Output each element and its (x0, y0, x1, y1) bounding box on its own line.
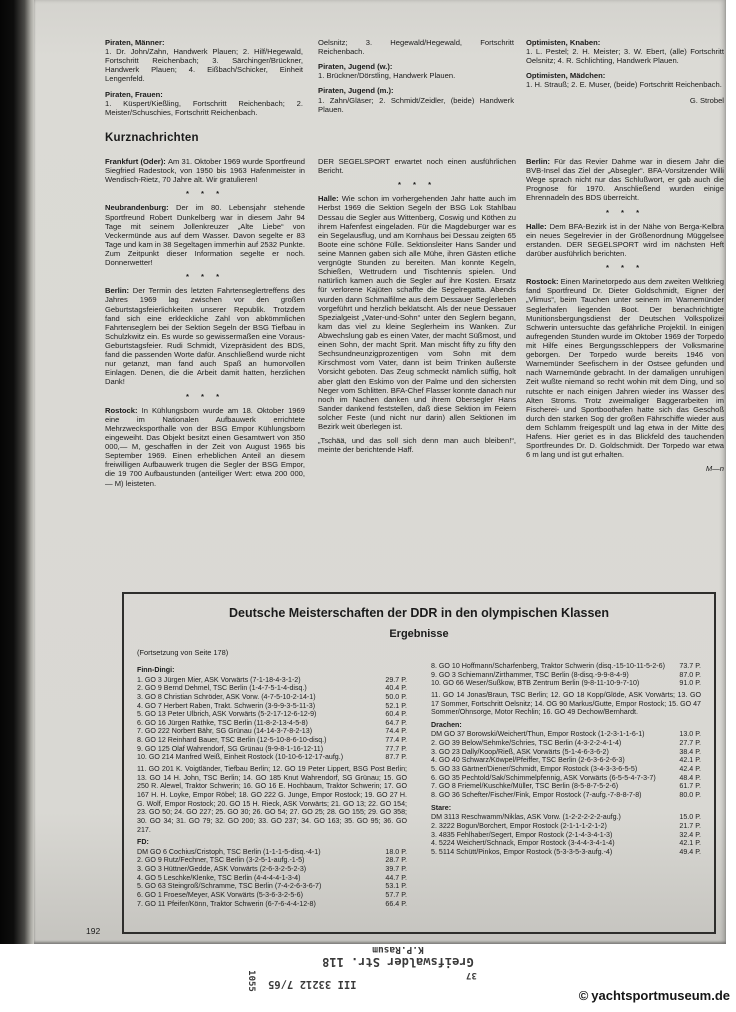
result-line (431, 774, 701, 783)
news-paragraph (318, 157, 516, 175)
result-points: 15.0 P. (679, 813, 701, 822)
result-line (431, 765, 701, 774)
result-class-heading: Piraten, Frauen: (105, 89, 163, 99)
result-points: 74.4 P. (385, 727, 407, 736)
result-entry-text: 6. GO 16 Jürgen Rathke, TSC Berlin (11-8-2-13-4-5-8) (137, 718, 308, 727)
result-points: 66.4 P. (385, 899, 407, 908)
news-text: Der im 80. Lebensjahr stehende Sportfreund Robert Dunkelberg war in diesem Jahr 94 Tage mit seinem Jollenkreuzer „Alte Liebe“ von Veckermünde aus auf dem Wasser. Davon segelte er 83 Tage und kam in 38 Segeltagen immerhin auf 2532 Punkte. Zum Zeitpunkt dieser Information segelte er noch. Donnerwetter! (105, 203, 305, 268)
result-points: 80.0 P. (679, 790, 701, 799)
result-points: 40.4 P. (385, 684, 407, 693)
news-paragraph (526, 464, 724, 473)
news-text: Am 31. Oktober 1969 wurde Sportfreund Siegfried Radestock, von 1950 bis 1963 Hafenmeister in Wendisch-Rietz, 70 Jahre alt. Wir gratulieren! (105, 157, 305, 185)
news-paragraph (105, 189, 305, 198)
result-line (431, 813, 701, 822)
result-entry-text: 3. GO 8 Christian Schröder, ASK Vorw. (4-7-5-10-2-14-1) (137, 692, 316, 701)
news-paragraph (105, 392, 305, 401)
news-text: Der Termin des letzten Fahrtenseglertreffens des Jahres 1969 lag zwischen vor den großen Geburtstagsfeierlichkeiten unserer Republik. Trotzdem fand sich eine erkleckliche Zahl von abkömmlichen Fahrtenseglern bei der Sektion Segeln der BSG Tiefbau in Schulzkwitz ein. Es wurde so gewissermaßen eine Voraus-Geburtstagsfeier. Rudi Schmidt, Vizepräsident des BDS, fand die passenden Worte dafür. Anschließend wurde nicht nur getanzt, man fand auch Spaß an humorvollen Einlagen. Denen, die die Arbeit damit hatten, herzlichen Dank! (105, 286, 305, 387)
result-line (431, 739, 701, 748)
page-number: 192 (86, 926, 101, 936)
news-paragraph (318, 194, 516, 431)
result-entry-text: 5. GO 33 Gärtner/Diener/Schmidt, Empor Rostock (3-4-3-3-6-5-5) (431, 765, 638, 774)
result-points: 42.1 P. (679, 839, 701, 848)
news-text: M—n (705, 464, 724, 474)
result-line (431, 791, 701, 800)
stamp-street: Greifswalder Str. 118 (322, 955, 474, 969)
result-placings: 1. Brückner/Dörstling, Handwerk Plauen. (318, 71, 456, 81)
result-entry-text: Stare: (431, 803, 452, 812)
result-line (431, 691, 701, 717)
result-line (137, 765, 407, 834)
result-line (431, 748, 701, 757)
news-paragraph (526, 222, 724, 258)
news-paragraph (105, 272, 305, 281)
result-entry-text: 9. GO 3 Schiemann/Zirthammer, TSC Berlin (8-disq.-9-9-8-4-9) (431, 670, 629, 679)
result-entry-text: 7. GO 222 Norbert Bähr, SG Grünau (14-14-3-7-8-2-13) (137, 727, 313, 736)
result-points: 91.0 P. (679, 679, 701, 688)
result-points: 13.0 P. (679, 730, 701, 739)
news-text: * * * (185, 189, 225, 199)
result-entry-text: 4. GO 7 Herbert Raben, Trakt. Schwerin (3-9-9-3-5-11-3) (137, 701, 316, 710)
result-line (137, 702, 407, 711)
section-title-kurznachrichten: Kurznachrichten (105, 132, 199, 144)
news-paragraph (526, 208, 724, 217)
result-line (137, 676, 407, 685)
result-line (431, 782, 701, 791)
news-text: * * * (185, 391, 225, 401)
result-entry-text: 8. GO 36 Schefter/Fischer/Fink, Empor Rostock (7-aufg.-7-8-8-7-8) (431, 790, 642, 799)
result-line (431, 730, 701, 739)
result-points: 42.4 P. (679, 765, 701, 774)
result-points: 18.0 P. (385, 847, 407, 856)
news-paragraph (105, 203, 305, 267)
result-entry-text: 10. GO 66 Weser/Sußkow, BTB Zentrum Berlin (9-8-11-10-9-7-10) (431, 679, 640, 688)
result-line (137, 882, 407, 891)
result-entry-text: 2. GO 9 Bernd Dehmel, TSC Berlin (1-4-7-5-1-4-disq.) (137, 684, 307, 693)
result-paragraph (318, 86, 514, 113)
stamp-name: K.P.Rasum (372, 944, 424, 955)
news-text: * * * (605, 207, 645, 217)
result-line (137, 838, 407, 847)
news-text: * * * (605, 263, 645, 273)
result-line (137, 727, 407, 736)
result-entry-text: 5. 5114 Schütt/Pinkos, Empor Rostock (5-3-3-5-3-aufg.-4) (431, 847, 613, 856)
result-points: 53.1 P. (385, 882, 407, 891)
news-paragraph (105, 286, 305, 386)
result-entry-text: 8. GO 10 Hoffmann/Scharfenberg, Traktor Schwerin (disq.-15-10-11-5-2-6) (431, 662, 665, 670)
result-points: 44.7 P. (385, 873, 407, 882)
result-points: 52.1 P. (385, 701, 407, 710)
news-paragraph (526, 263, 724, 272)
result-line (137, 874, 407, 883)
result-paragraph (526, 96, 724, 105)
stamp-number-37: 37 (466, 970, 477, 980)
result-placings: 1. Dr. John/Zahn, Handwerk Plauen; 2. Hilf/Hegewald, Fortschritt Reichenbach; 3. Särchinger/Brückner, Handwerk Plauen; 4. Eißbach/Schicker, Einheit Lengenfeld. (105, 47, 303, 84)
result-placings: 1. L. Pestel; 2. H. Meister; 3. W. Ebert, (alle) Fortschritt Oelsnitz; 4. R. Schlichting, Handwerk Plauen. (526, 47, 724, 66)
result-entry-text: 5. GO 13 Peter Ulbrich, ASK Vorwärts (5-2-17-12-6-12-9) (137, 710, 317, 719)
result-line (137, 848, 407, 857)
result-entry-text: Drachen: (431, 720, 462, 729)
result-class-heading: Optimisten, Mädchen: (526, 71, 606, 81)
news-paragraph (105, 406, 305, 488)
news-text: Dem BFA-Bezirk ist in der Nähe von Berga-Kelbra ein neues Segelrevier in der Größenordnung Müggelsee erstanden. DER SEGELSPORT wird im nächsten Heft darüber ausführlich berichten. (526, 221, 724, 258)
news-text: Einen Marinetorpedo aus dem zweiten Weltkrieg fand Sportfreund Dr. Dieter Goldschmidt, Eigner der „Vlimus“, beim Tauchen unter seinem im Warnemünder Seglerhafen liegenden Boot. Der benachrichtigte Munitionsbergungsdienst der Deutschen Volkspolizei Schwerin untersuchte das gefährliche Projektil. In einigen aufregenden Stunden wurde im Oktober 1969 der Torpedo mit Hilfe eines Bergungsschleppers der Volksmarine geborgen. Der Torpedo wurde bereits 1946 von Warnemünder Seefischern in der Ostsee gefunden und nach Warnemünde gebracht. In der damaligen unruhigen Zeit wußte niemand so recht wohin mit dem Ding, und so rutschte er nach einigen Jahren wieder ins Wasser des Alten Stroms. Trotz zweimaliger Baggerarbeiten im Fischerei- und Sportboothafen hatte sich das Geschoß durch den starken Sog der großen Fährschiffe wieder aus dem Schlamm freigespült und lag etwa in der Mitte des Hafens. Hier geriet es in das Blickfeld des tauchenden Sportfreundes Dr. D. Goldschmidt. Der Torpedo war etwa 6 m lang und ist gut erhalten. (526, 277, 724, 460)
result-points: 73.7 P. (679, 662, 701, 670)
result-entry-text: 2. GO 39 Below/Sehmke/Schries, TSC Berlin (4-3-2-2-4-1-4) (431, 739, 622, 748)
result-line (431, 671, 701, 680)
copyright-icon: © (578, 988, 589, 1003)
news-city-lead: Halle: (526, 221, 550, 231)
result-line (137, 856, 407, 865)
news-city-lead: Berlin: (526, 157, 555, 166)
result-entry-text: 11. GO 14 Jonas/Braun, TSC Berlin; 12. GO 18 Kopp/Glöde, ASK Vorwärts; 13. GO 17 Sommer, Fortschritt Oelsnitz; 14. OG 90 Markus/Gutte, Empor Rostock; 15. GO 47 Sommer/Ohnsorge, Motor Rechlin; 16. GO 49 Dechow/Bernhardt. (431, 690, 701, 717)
top-results-column-1 (105, 38, 303, 136)
result-entry-text: 7. GO 8 Friemel/Kuschke/Müller, TSC Berlin (8-5-8-7-5-2-6) (431, 782, 619, 791)
result-paragraph (318, 38, 514, 56)
championship-title: Deutsche Meisterschaften der DDR in den olympischen Klassen (229, 606, 609, 620)
owner-stamp (318, 944, 478, 969)
result-entry-text: 4. GO 5 Leschke/Klenke, TSC Berlin (4-4-4-4-1-3-4) (137, 873, 301, 882)
result-line (431, 848, 701, 857)
result-entry-text: Finn-Dingi: (137, 666, 175, 674)
result-line (137, 684, 407, 693)
news-city-lead: Berlin: (105, 286, 133, 296)
result-entry-text: DM 3113 Reschwamm/Niklas, ASK Vorw. (1-2-2-2-2-2-aufg.) (431, 813, 621, 822)
championship-column-left (137, 662, 407, 920)
championship-column-right (431, 662, 701, 920)
result-entry-text: 6. GO 35 Pechtold/Sak/Schimmelpfennig, ASK Vorwärts (6-5-5-4-7-3-7) (431, 773, 656, 782)
result-entry-text: 11. GO 201 K. Voigtländer, Tiefbau Berlin; 12. GO 19 Peter Lippert, BSG Post Berlin; 13. GO 14 H. John, TSC Berlin; 14. GO 185 Knut Wahrendorf, SG Grünau; 15. GO 250 R. Alewel, Traktor Schwerin; 16. GO 16 E. Hochbaum, Traktor Schwerin; 17. GO 167 H. H. Loyke, Empor Röbel; 18. GO 222 G. Junge, Empor Rostock; 19. GO 27 H. G. Wolf, Empor Rostock; 20. GO 15 H. Rieck, ASK Vorwärts; 21. GO 13; 22. GO 154; 23. GO 50; 24. GO 227; 25. GO 30; 26. GO 54; 27. GO 25; 28. GO 155; 29. GO 358; 30. GO 34; 31. GO 79; 32. GO 200; 33. GO 237; 34. GO 163; 35. GO 95; 36. GO 217. (137, 765, 407, 834)
news-paragraph (526, 157, 724, 203)
result-paragraph (105, 38, 303, 84)
result-entry-text: 3. GO 3 Hüttner/Gedde, ASK Vorwärts (2-6-3-2-5-2-3) (137, 865, 307, 874)
result-line (137, 900, 407, 909)
top-results-column-2 (318, 38, 514, 136)
result-entry-text: 5. GO 63 Steingroß/Schramme, TSC Berlin (7-4-2-6-3-6-7) (137, 882, 322, 891)
result-line (137, 745, 407, 754)
magazine-page (34, 0, 726, 944)
news-text: DER SEGELSPORT erwartet noch einen ausführlichen Bericht. (318, 157, 516, 176)
result-class-heading: Piraten, Männer: (105, 38, 165, 47)
result-entry-text: 3. GO 23 Dally/Koop/Rieß, ASK Vorwärts (5-1-4-6-3-6-2) (431, 747, 609, 756)
book-binding-shadow (0, 0, 34, 944)
result-paragraph (105, 90, 303, 117)
result-line (137, 693, 407, 702)
result-points: 48.4 P. (679, 773, 701, 782)
result-points: 77.4 P. (385, 736, 407, 745)
result-points: 57.7 P. (385, 891, 407, 900)
continuation-note: (Fortsetzung von Seite 178) (137, 648, 229, 657)
result-line (431, 804, 701, 813)
result-placings: Oelsnitz; 3. Hegewald/Hegewald, Fortschritt Reichenbach. (318, 38, 514, 57)
news-column-1 (105, 157, 305, 587)
result-line (137, 666, 407, 675)
result-points: 21.7 P. (679, 821, 701, 830)
result-class-heading: Optimisten, Knaben: (526, 38, 601, 47)
result-points: 27.7 P. (679, 739, 701, 748)
result-entry-text: DM GO 37 Borowski/Weichert/Thun, Empor Rostock (1-2-3-1-1-6-1) (431, 730, 645, 739)
result-entry-text: 7. GO 11 Pfeifer/Könn, Traktor Schwerin (6-7-6-4-4-12-8) (137, 899, 316, 908)
news-text: * * * (185, 272, 225, 282)
result-points: 49.4 P. (679, 847, 701, 856)
result-entry-text: 9. GO 125 Olaf Wahrendorf, SG Grünau (9-9-8-1-16-12-11) (137, 744, 324, 753)
result-line (137, 891, 407, 900)
result-line (431, 721, 701, 730)
watermark-text: yachtsportmuseum.de (591, 988, 730, 1003)
watermark (579, 988, 730, 1003)
news-text: * * * (397, 180, 437, 190)
news-paragraph (318, 180, 516, 189)
championship-results-box (122, 592, 716, 934)
result-entry-text: 4. GO 40 Schwarz/Köwpel/Pfeiffer, TSC Berlin (2-6-3-6-2-6-3) (431, 756, 625, 765)
result-entry-text: 10. GO 214 Manfred Weiß, Einheit Rostock (10-10-6-12-17-aufg.) (137, 753, 344, 762)
result-points: 64.7 P. (385, 718, 407, 727)
result-points: 29.7 P. (385, 675, 407, 684)
stamp-number-1055: 1055 (245, 970, 256, 992)
news-text: „Tschää, und das soll sich denn man auch bleiben!“, meinte der berichtende Haff. (318, 436, 516, 455)
championship-subtitle: Ergebnisse (389, 628, 449, 640)
news-city-lead: Halle: (318, 194, 342, 204)
result-entry-text: 1. GO 3 Jürgen Mier, ASK Vorwärts (7-1-18-4-3-1-2) (137, 675, 301, 684)
result-line (137, 719, 407, 728)
result-entry-text: 3. 4835 Fehlhaber/Segert, Empor Rostock (2-1-4-3-4-1-3) (431, 830, 613, 839)
result-class-heading: Piraten, Jugend (w.): (318, 62, 393, 72)
result-line (137, 753, 407, 762)
news-city-lead: Rostock: (105, 405, 142, 415)
result-line (137, 865, 407, 874)
result-entry-text: 2. GO 9 Rutz/Fechner, TSC Berlin (3-2-5-1-aufg.-1-5) (137, 856, 305, 865)
result-points: 61.7 P. (679, 782, 701, 791)
news-column-3 (526, 157, 724, 587)
result-paragraph (526, 71, 724, 89)
result-paragraph (526, 38, 724, 65)
result-points: 87.0 P. (679, 670, 701, 679)
result-class-heading: Piraten, Jugend (m.): (318, 86, 394, 96)
result-points: 38.4 P. (679, 747, 701, 756)
result-entry-text: FD: (137, 838, 149, 847)
result-entry-text: 4. 5224 Weichert/Schnack, Empor Rostock (3-4-4-3-4-1-4) (431, 839, 615, 848)
news-text: In Kühlungsborn wurde am 18. Oktober 1969 eine im Nationalen Aufbauwerk errichtete Mehrzwecksporthalle von der BSG Empor Kühlungsborn eingeweiht. Das Objekt besitzt einen Gesamtwert von 350 000,— M, geschaffen in der Zeit von August 1965 bis September 1969. Einen erheblichen Anteil an diesem freiwilligen Aufbauwerk trugen die Segler der BSG Empor, die 19 700 Aufbaustunden (anteiliger Wert: etwa 200 000,— M) leisteten. (105, 405, 305, 488)
result-placings: G. Strobel (689, 95, 724, 105)
news-city-lead: Neubrandenburg: (105, 203, 177, 213)
result-entry-text: 2. 3222 Bogun/Borchert, Empor Rostock (2-1-1-1-2-1-2) (431, 821, 607, 830)
result-points: 28.7 P. (385, 856, 407, 865)
result-points: 39.7 P. (385, 865, 407, 874)
result-line (431, 822, 701, 831)
news-paragraph (105, 157, 305, 184)
stamp-code: III 33212 7/65 (268, 978, 357, 990)
result-points: 60.4 P. (385, 710, 407, 719)
result-line (431, 662, 701, 671)
result-placings: 1. Zahn/Gläser; 2. Schmidt/Zeidler, (beide) Handwerk Plauen. (318, 95, 514, 114)
result-paragraph (318, 62, 514, 80)
result-points: 50.0 P. (385, 692, 407, 701)
news-city-lead: Rostock: (526, 277, 561, 287)
news-paragraph (318, 436, 516, 454)
result-entry-text: DM GO 6 Cochius/Cristoph, TSC Berlin (1-1-1-5-disq.-4-1) (137, 847, 321, 856)
result-placings: 1. H. Strauß; 2. E. Muser, (beide) Fortschritt Reichenbach. (526, 80, 722, 90)
result-line (137, 736, 407, 745)
news-text: Für das Revier Dahme war in diesem Jahr die BVB-Insel das Ziel der „Absegler“. BFA-Vorsitzender Willi Wege sprach nicht nur das Schlußwort, er gab auch die Prognose für 1970. Anschließend wurden einige Ehrennadeln des BDS überreicht. (526, 157, 724, 203)
result-points: 77.7 P. (385, 744, 407, 753)
result-line (137, 710, 407, 719)
result-line (431, 679, 701, 688)
championship-columns (124, 662, 714, 920)
result-line (431, 831, 701, 840)
result-entry-text: 8. GO 12 Reinhard Bauer, TSC Berlin (12-5-10-8-6-10-disq.) (137, 736, 327, 745)
news-column-2 (318, 157, 516, 587)
news-paragraph (526, 277, 724, 459)
result-placings: 1. Küspert/Kießling, Fortschritt Reichenbach; 2. Meister/Schuschies, Fortschritt Reichenbach. (105, 98, 303, 117)
news-city-lead: Frankfurt (Oder): (105, 157, 168, 166)
result-line (431, 839, 701, 848)
result-line (431, 756, 701, 765)
news-text: Wie schon im vorhergehenden Jahr hatte auch im Herbst 1969 die Sektion Segeln der BSG Lok Stahlbau Dessau die Segler aus Wittenberg, Coswig und Köthen zu ihrem Hafenfest eingeladen. Für die Magdeburger war es ein Segelausflug, und am Kornhaus bei Dessau zeigten 65 Boote eine schöne Fülle. Sektionsleiter Hans Sander und seine Mannen gaben sich alle Mühe, ihren Gästen etliche vergnügte Stunden zu bereiten. Man konnte Kegeln, Schießen, Wettrudern und Tischtennis spielen. Und natürlich kamen auch die Segler auf ihre Kosten. Ersatz für verlorene Kajüten schaffte die Segelregatta. Abends wurden dann Schmalfilme aus dem Dessauer Seglerleben vorgeführt und herzlich beklatscht. Als der neue Dessauer Spezialgeist „Vater-und-Sohn“ unter den Seglern begann, kam das viel zu kleine Seglerheim ins Wanken. Zur Abwechslung gab es einen Vater, der macht Süßmost, und einen Sohn, der macht Sprit. Man mischt fifty zu fifty den Sechsundneunzigprozentigen vom Sohn mit dem Kirschmost vom Vater, dann ist beim Trinken äußerste Vorsicht geboten. Das Zeug schmeckt nämlich süffig, holt aber glatt den Eskimo von der Palme und den sichersten Neger vom Schlitten. BFA-Chef Flasser konnte danach nur noch im Nachen danken und ihrem Obersegler Hans Sander dankend feststellen, daß diese Sektion im Feiern solcher Feste (und nicht nur darin) allen Sektionen im Bezirk weit überlegen ist. (318, 194, 516, 432)
result-points: 32.4 P. (679, 830, 701, 839)
top-results-column-3 (526, 38, 724, 136)
result-points: 42.1 P. (679, 756, 701, 765)
result-points: 87.7 P. (385, 753, 407, 762)
result-entry-text: 6. GO 1 Froese/Meyer, ASK Vorwärts (5-3-6-3-2-5-6) (137, 891, 303, 900)
